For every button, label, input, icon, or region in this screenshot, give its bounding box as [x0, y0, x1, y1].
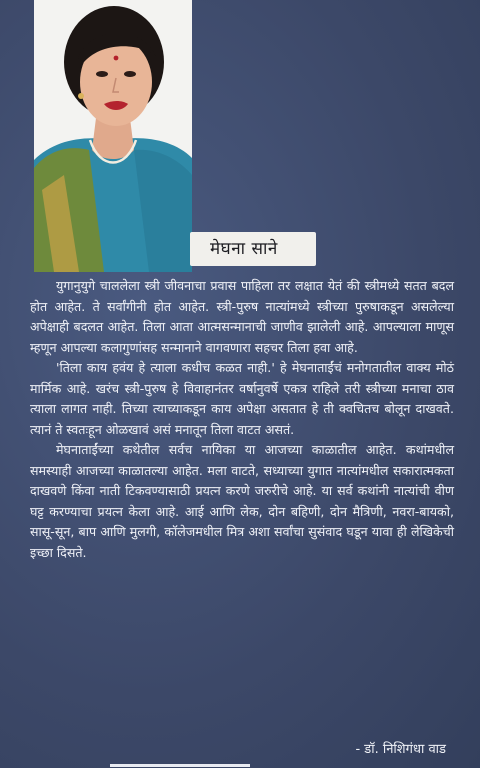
signature: - डॉ. निशिगंधा वाड — [355, 742, 446, 757]
blurb-text — [30, 276, 454, 563]
author-photo — [34, 0, 192, 272]
author-name-tag: मेघना साने — [190, 232, 316, 266]
paragraph-2: 'तिला काय हवंय हे त्याला कधीच कळत नाही.' हे मेघनाताईंचं मनोगतातील वाक्य मोठं मार्मिक आहे. खरंच स्त्री-पुरुष हे विवाहानंतर वर्षानुवर्षे एकत्र राहिले तरी स्त्रीच्या मनाचा ठाव त्याला लागत नाही. तिच्या त्याच्याकडून काय अपेक्षा असतात हे ती क्वचितच बोलून दाखवते. त्यानं ते स्वतःहून ओळखावं असं मनातून तिला वाटत असतं. — [30, 360, 454, 437]
bottom-divider — [110, 764, 250, 767]
author-portrait-illustration — [34, 0, 192, 272]
paragraph-1: युगानुयुगे चाललेला स्त्री जीवनाचा प्रवास पाहिला तर लक्षात येतं की स्त्रीमध्ये सतत बदल होत आहेत. ते सर्वांगीनी होत आहेत. स्त्री-पुरुष नात्यांमध्ये स्त्रीच्या पुरुषाकडून असलेल्या अपेक्षाही बदलत आहेत. तिला आता आत्मसन्मानाची जाणीव झालेली आहे. आपल्याला माणूस म्हणून आपल्या कलागुणांसह सन्मानाने वागवणारा सहचर तिला हवा आहे. — [30, 278, 454, 355]
paragraph-3: मेघनाताईंच्या कथेतील सर्वच नायिका या आजच्या काळातील आहेत. कथांमधील समस्याही आजच्या काळातल्या आहेत. मला वाटते, सध्याच्या युगात नात्यांमधील सकारात्मकता दाखवणे किंवा नाती टिकवण्यासाठी प्रयत्न करणे जरुरीचे आहे. या सर्व कथांनी नात्यांची वीण घट्ट करण्याचा प्रयत्न केला आहे. आई आणि लेक, दोन बहिणी, दोन मैत्रिणी, नवरा-बायको, सासू-सून, बाप आणि मुलगी, कॉलेजमधील मित्र अशा सर्वांचा सुसंवाद घडून यावा ही लेखिकेची इच्छा दिसते. — [30, 442, 454, 560]
